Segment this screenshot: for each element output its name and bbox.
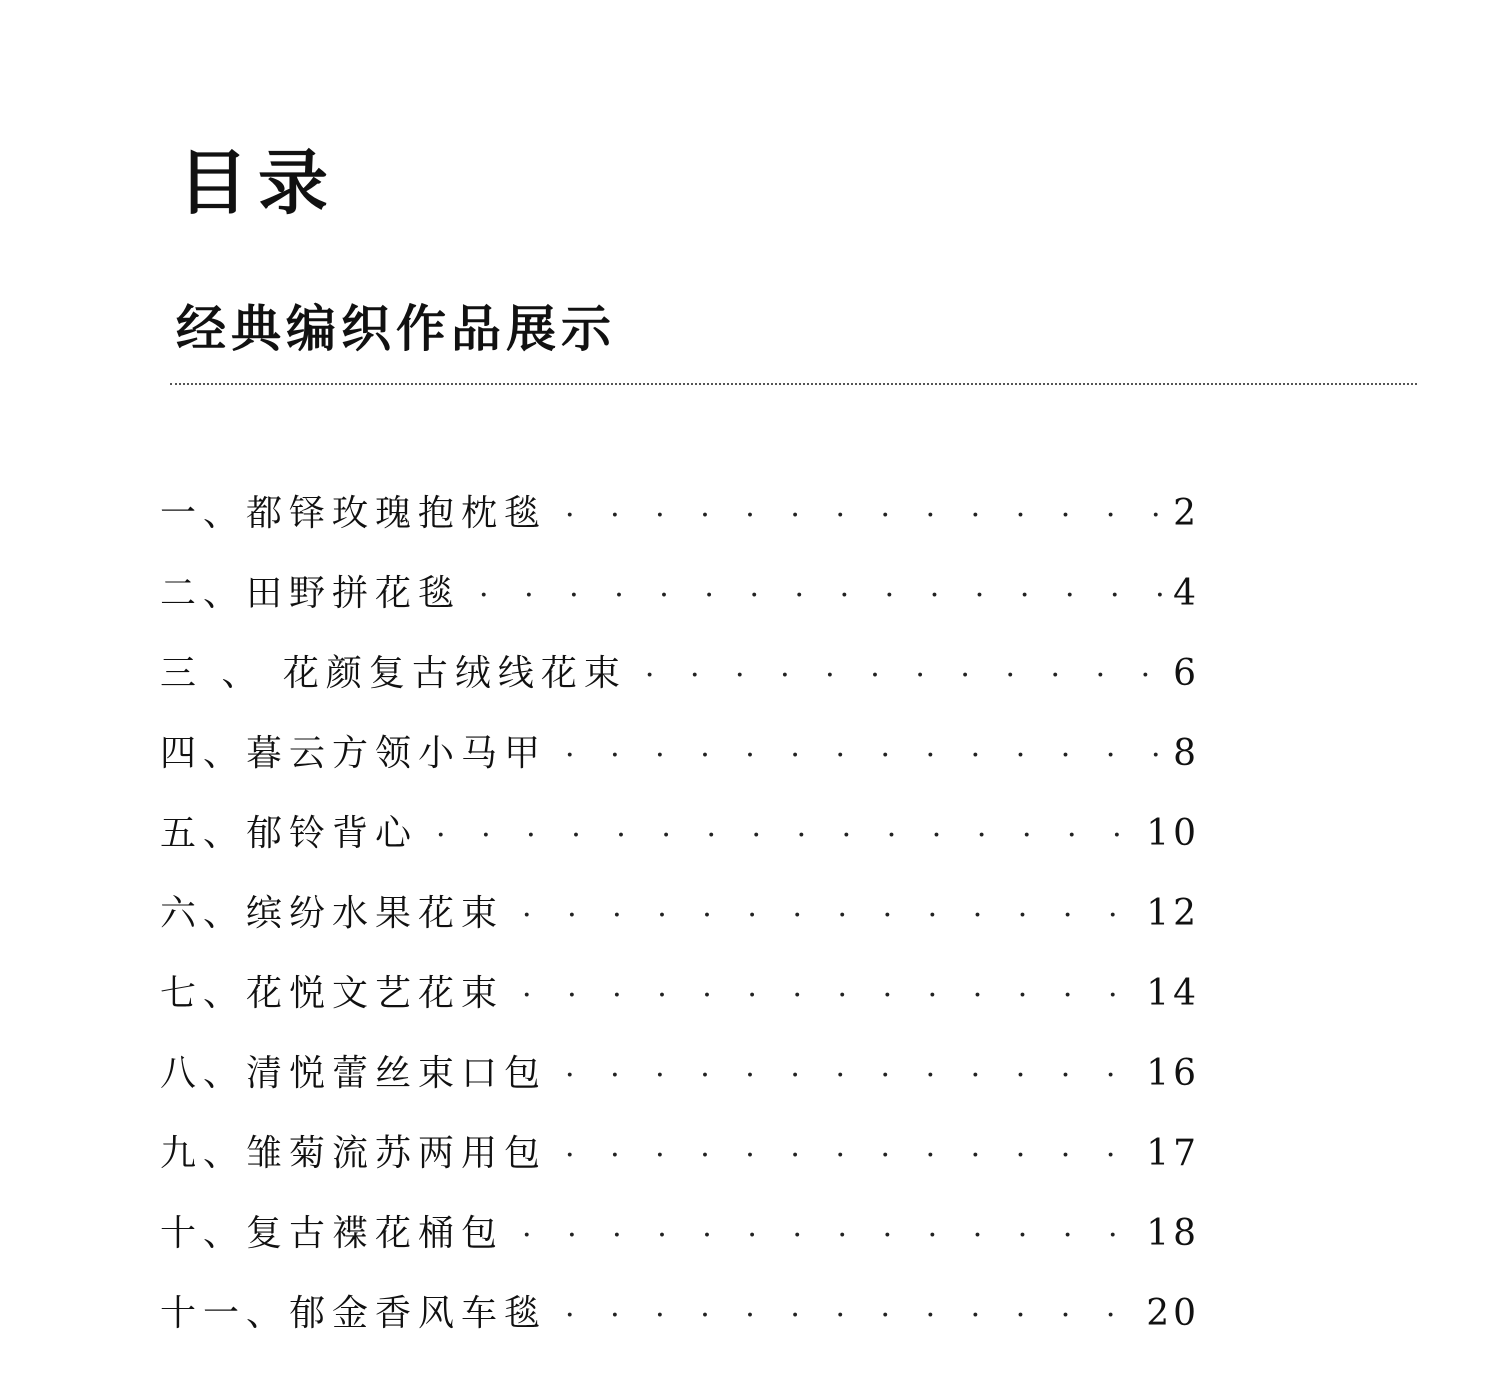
toc-entry[interactable] [160, 1293, 1200, 1376]
table-of-contents [160, 493, 1200, 1376]
toc-entry-title: 六、缤纷水果花束 [160, 893, 505, 934]
toc-entry[interactable] [160, 973, 1200, 1056]
toc-entry-title: 十、复古褋花桶包 [160, 1213, 505, 1254]
toc-page-number: 12 [1146, 893, 1200, 934]
section-divider [170, 383, 1417, 385]
toc-dot-leader [522, 901, 1140, 931]
toc-entry-title: 一、都铎玫瑰抱枕毯 [160, 493, 548, 534]
toc-entry[interactable] [160, 893, 1200, 976]
toc-dot-leader [522, 981, 1140, 1011]
toc-dot-leader [565, 1301, 1140, 1331]
toc-entry-title: 二、田野拼花毯 [160, 573, 462, 614]
toc-dot-leader [436, 821, 1140, 851]
toc-page-number: 18 [1146, 1213, 1200, 1254]
toc-entry[interactable] [160, 573, 1200, 656]
toc-page-number: 6 [1173, 653, 1200, 694]
toc-entry-title: 十一、郁金香风车毯 [160, 1293, 548, 1334]
toc-page-number: 16 [1146, 1053, 1200, 1094]
toc-dot-leader [565, 741, 1167, 771]
toc-dot-leader [479, 581, 1167, 611]
toc-entry-title: 九、雏菊流苏两用包 [160, 1133, 548, 1174]
toc-entry-title: 八、清悦蕾丝束口包 [160, 1053, 548, 1094]
toc-page-number: 8 [1173, 733, 1200, 774]
toc-entry-title: 三 、 花颜复古绒线花束 [160, 653, 627, 694]
toc-entry-title: 四、暮云方领小马甲 [160, 733, 548, 774]
toc-entry[interactable] [160, 493, 1200, 576]
toc-dot-leader [645, 661, 1167, 691]
toc-entry-title: 五、郁铃背心 [160, 813, 419, 854]
toc-entry[interactable] [160, 733, 1200, 816]
toc-page-number: 20 [1146, 1293, 1200, 1334]
toc-page-number: 14 [1146, 973, 1200, 1014]
toc-entry[interactable] [160, 653, 1200, 736]
toc-dot-leader [565, 1061, 1140, 1091]
toc-entry[interactable] [160, 813, 1200, 896]
toc-page-number: 4 [1173, 573, 1200, 614]
toc-dot-leader [565, 501, 1167, 531]
toc-entry-title: 七、花悦文艺花束 [160, 973, 505, 1014]
page-title: 目录 [178, 141, 338, 224]
toc-dot-leader [565, 1141, 1140, 1171]
toc-entry[interactable] [160, 1213, 1200, 1296]
toc-page-number: 2 [1173, 493, 1200, 534]
toc-dot-leader [522, 1221, 1140, 1251]
toc-page-number: 10 [1146, 813, 1200, 854]
section-title: 经典编织作品展示 [176, 299, 616, 358]
toc-page-number: 17 [1146, 1133, 1200, 1174]
toc-entry[interactable] [160, 1133, 1200, 1216]
toc-entry[interactable] [160, 1053, 1200, 1136]
